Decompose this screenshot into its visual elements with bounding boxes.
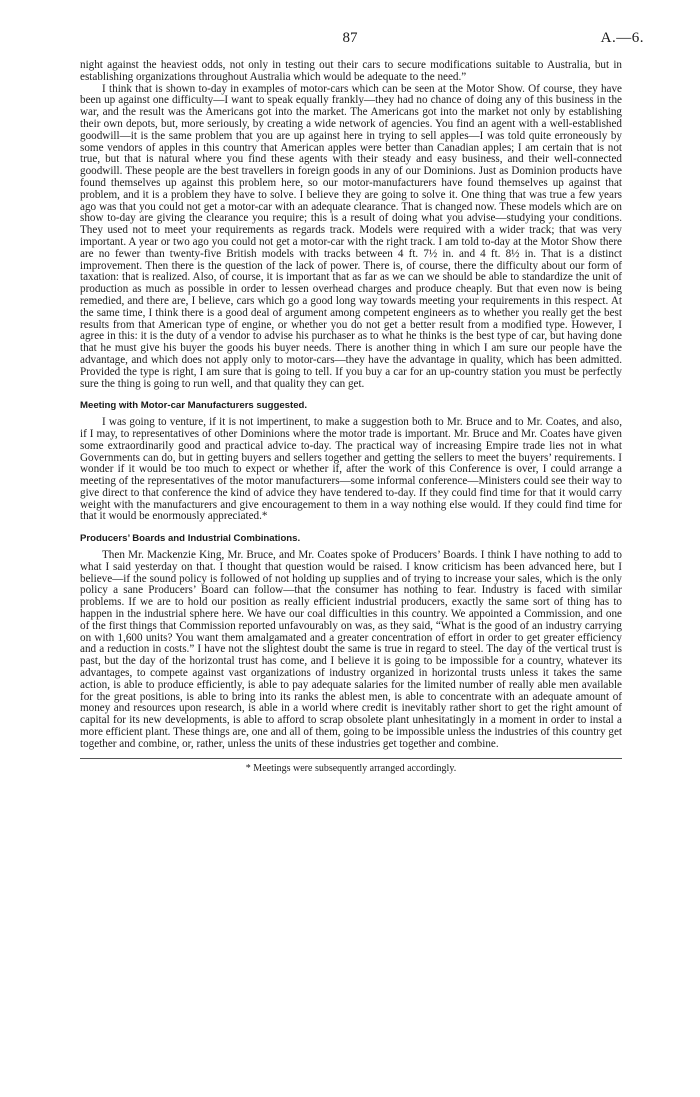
page-number: 87 xyxy=(342,30,358,46)
paragraph-motor-cars: I think that is shown to-day in examples of motor-cars which can be seen at the Motor Show. Of course, they have been up against one difficulty—I want to speak equally frankly—they had no chance of doing any of this business in the war, and the result was the Americans got into the market. The Americans got into the market not only by establishing their own depots, but, more seriously, by creating a wide network of agencies. You find an agent with a well-established goodwill—it is the same problem that you are up against here in trying to sell apples—I was told quite erroneously by some vendors of apples in this country that American apples were better than Canadian apples; I am certain that is not true, but that is natural where you find these agents with their steady and easy business, and their well-connected goodwill. These people are the best travellers in foreign goods in any of our Dominions. Just as Dominion products have found themselves up against this problem here, so our motor-manufacturers have found themselves up against that problem, and it is a problem they have to solve. I believe they are going to solve it. One thing that was true a few years ago was that you could not get a motor-car with an adequate clearance. That is changed now. These models which are on show to-day are giving the clearance you require; this is a result of doing what you advise—studying your conditions. They used not to meet your requirements as regards track. Models were required with a wider track; that was very important. A year or two ago you could not get a motor-car with the right track. I am told to-day at the Motor Show there are no fewer than twenty-five British models with tracks between 4 ft. 7½ in. and 4 ft. 8½ in. That is a distinct improvement. Then there is the question of the lack of power. There is, of course, there the difficulty about our form of taxation: that is realized. Also, of course, it is important that as far as we can we should be able to standardize the unit of production as much as possible in order to lessen overhead charges and produce cheaply. But that even now is being remedied, and there are, I believe, cars which go a good long way towards meeting your requirements in this respect. At the same time, I think there is a good deal of argument among competent engineers as to whether you really get the best results from that American type of engine, or whether you do not get a better result from a modified type. However, I agree in this: it is the duty of a vendor to advise his purchaser as to what he thinks is the best type of car, but having done that he must give his buyer the goods his buyer needs. There is another thing in which I am sure our people have the advantage, and which does not apply only to motor-cars—they have the advantage in quality, which has been admitted. Provided the type is right, I am sure that is going to tell. If you buy a car for an up-country station you must be perfectly sure the thing is going to run well, and that quality they can get. xyxy=(80,82,622,390)
page-header xyxy=(0,30,700,50)
document-reference: A.—6. xyxy=(600,30,644,46)
section-heading-motor-manufacturers: Meeting with Motor-car Manufacturers suggested. xyxy=(80,400,308,412)
footnote: * Meetings were subsequently arranged accordingly. xyxy=(245,762,457,774)
footnote-divider xyxy=(80,758,622,759)
paragraph-continuation: night against the heaviest odds, not only in testing out their cars to secure modifications suitable to Australia, but in establishing organizations throughout Australia which would be adequate to the need.” xyxy=(80,59,622,83)
section-heading-producers-boards: Producers’ Boards and Industrial Combinations. xyxy=(80,533,301,545)
document-body xyxy=(80,60,622,774)
paragraph-meeting-suggestion: I was going to venture, if it is not impertinent, to make a suggestion both to Mr. Bruce and to Mr. Coates, and also, if I may, to representatives of other Dominions where the motor trade is important. Mr. Bruce and Mr. Coates have given some extraordinarily good and practical advice to-day. The practical way of increasing Empire trade lies not in what Governments can do, but in getting buyers and sellers together and getting the sellers to meet the buyers’ requirements. I wonder if it would be too much to expect or whether if, after the work of this Conference is over, I could arrange a meeting of the representatives of the motor manufacturers—some informal conference—Ministers could see their way to give direct to that conference the kind of advice they have tendered to-day. If they could find time for that it would carry weight with the manufacturers and give encouragement to them in a way nothing else would. If they could find time for that it would be enormously appreciated.* xyxy=(80,416,622,523)
paragraph-producers-boards: Then Mr. Mackenzie King, Mr. Bruce, and Mr. Coates spoke of Producers’ Boards. I think I have nothing to add to what I said yesterday on that. I thought that question would be raised. I know criticism has been advanced here, but I believe—if the sound policy is followed of not holding up supplies and of trying to increase your sales, which is the only policy a sane Producers’ Board can follow—that the consumer has nothing to fear. Industry is faced with similar problems. If we are to hold our position as really efficient industrial producers, exactly the same sort of thing has to happen in the industrial sphere here. We have our coal difficulties in this country. We appointed a Commission, and one of the first things that Commission reported unfavourably on was, as they said, “What is the good of an industry carrying on with 1,600 units? You want them amalgamated and a greater concentration of effort in order to get greater efficiency and a reduction in costs.” I have not the slightest doubt the same is true in regard to steel. The day of the vertical trust is past, but the day of the horizontal trust has come, and I believe it is going to be impossible for a country, whatever its advantages, to compete against vast organizations of industry organized in horizontal trusts unless it takes the same action, is able to produce efficiently, is able to pay adequate salaries for the limited number of really able men available for the great positions, is able to bring into its ranks the ablest men, is able to concentrate with an adequate amount of money and resources upon research, is able in a world where credit is inevitably rather short to get the right amount of capital for its new developments, is able to afford to scrap obsolete plant unhesitatingly in a moment in order to instal a more efficient plant. These things are, one and all of them, going to be impossible unless the industries of this country get together and combine, or, rather, unless the units of these industries get together and combine. xyxy=(80,549,622,750)
